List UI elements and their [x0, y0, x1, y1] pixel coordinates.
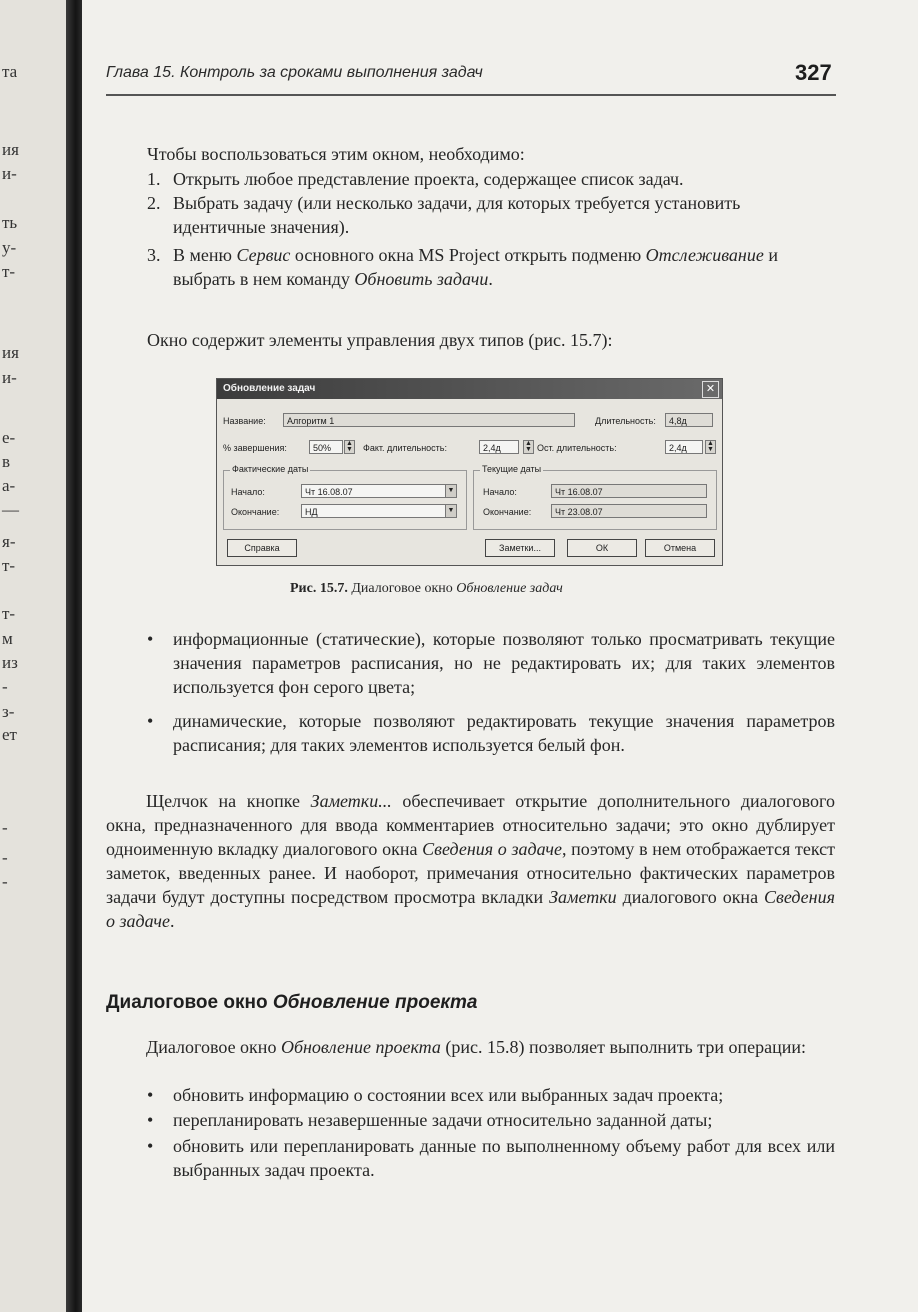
duration-field: 4,8д	[665, 413, 713, 427]
percent-complete-input[interactable]: 50%	[309, 440, 343, 454]
name-label: Название:	[223, 416, 266, 426]
section-heading: Диалоговое окно Обновление проекта	[106, 992, 478, 1013]
step-number: 3.	[147, 245, 161, 265]
running-title: Глава 15. Контроль за сроками выполнения задач	[106, 64, 483, 81]
chevron-down-icon[interactable]: ▼	[445, 504, 457, 518]
edge-fragment: з-	[2, 702, 15, 721]
step-item	[147, 243, 832, 291]
dialog-title-bar	[217, 379, 722, 399]
edge-fragment: ия	[2, 140, 19, 159]
step-text: Открыть любое представление проекта, содержащее список задач.	[173, 169, 684, 189]
actual-dates-label: Фактические даты	[232, 464, 309, 474]
edge-fragment: ия	[2, 343, 19, 362]
edge-fragment: и-	[2, 164, 17, 183]
edge-fragment: -	[2, 872, 8, 891]
book-spine-shadow	[66, 0, 82, 1312]
edge-fragment: -	[2, 818, 8, 837]
percent-complete-label: % завершения:	[223, 443, 287, 453]
bullet-icon: •	[147, 629, 154, 649]
actual-duration-input[interactable]: 2,4д	[479, 440, 519, 454]
page-number: 327	[795, 60, 832, 85]
current-dates-label: Текущие даты	[482, 464, 542, 474]
edge-fragment: та	[2, 62, 18, 81]
edge-fragment: -	[2, 677, 8, 696]
current-dates-group	[473, 464, 717, 530]
remaining-duration-input[interactable]: 2,4д	[665, 440, 703, 454]
current-start-label: Начало:	[483, 487, 517, 497]
current-finish-field: Чт 23.08.07	[551, 504, 707, 518]
edge-fragment: —	[2, 500, 19, 519]
remaining-duration-spinner[interactable]: ▲ ▼	[705, 440, 716, 454]
current-start-field: Чт 16.08.07	[551, 484, 707, 498]
notes-button[interactable]: Заметки...	[485, 539, 555, 557]
edge-fragment: в	[2, 452, 11, 471]
header-rule	[106, 94, 836, 96]
help-button[interactable]: Справка	[227, 539, 297, 557]
section-paragraph: Диалоговое окно Обновление проекта (рис. 15.8) позволяет выполнить три операции:	[146, 1037, 806, 1057]
list-item	[147, 709, 835, 757]
edge-fragment: у-	[2, 238, 17, 257]
actual-duration-spinner[interactable]: ▲ ▼	[523, 440, 534, 454]
list-item	[147, 1083, 835, 1107]
bullet-text: динамические, которые позволяют редактировать текущие значения параметров расписания; для таких элементов используется белый фон.	[173, 711, 835, 755]
actual-start-label: Начало:	[231, 487, 265, 497]
intro-text: Чтобы воспользоваться этим окном, необходимо:	[147, 144, 525, 164]
name-field: Алгоритм 1	[283, 413, 575, 427]
actual-finish-label: Окончание:	[231, 507, 280, 517]
edge-fragment: ет	[2, 725, 17, 744]
dialog-title: Обновление задач	[223, 383, 316, 394]
notes-paragraph: Щелчок на кнопке Заметки... обеспечивает открытие дополнительного диалогового окна, предназначенного для ввода комментариев относительно задачи; это окно дублирует одноименную вкладку диалогового окна Сведения о задаче, поэтому в нем отображается текст заметок, введенных ранее. И наоборот, примечания относительно фактических параметров задачи будут доступны посредством просмотра вкладки Заметки диалогового окна Сведения о задаче.	[106, 791, 835, 931]
list-item	[147, 1134, 835, 1182]
bullet-text: обновить информацию о состоянии всех или выбранных задач проекта;	[173, 1085, 724, 1105]
figure-caption: Рис. 15.7. Диалоговое окно Обновление задач	[290, 581, 563, 596]
edge-fragment: -	[2, 848, 8, 867]
edge-fragment: я-	[2, 532, 16, 551]
step-text: Выбрать задачу (или несколько задачи, для которых требуется установить идентичные значения).	[173, 193, 741, 237]
edge-fragment: т-	[2, 262, 16, 281]
current-finish-label: Окончание:	[483, 507, 532, 517]
close-icon[interactable]: ✕	[702, 381, 719, 398]
actual-finish-input[interactable]: НД	[301, 504, 457, 518]
list-item	[147, 1108, 835, 1132]
step-item	[147, 191, 832, 239]
actual-dates-group	[223, 464, 467, 530]
edge-fragment: из	[2, 653, 18, 672]
percent-complete-spinner[interactable]: ▲ ▼	[344, 440, 355, 454]
remaining-duration-label: Ост. длительность:	[537, 443, 617, 453]
duration-label: Длительность:	[595, 416, 656, 426]
step-text: В меню Сервис основного окна MS Project открыть подменю Отслеживание и выбрать в нем команду Обновить задачи.	[173, 245, 778, 289]
actual-start-input[interactable]: Чт 16.08.07	[301, 484, 457, 498]
bullet-text: информационные (статические), которые позволяют только просматривать текущие значения параметров расписания, но не редактировать их; для таких элементов используется фон серого цвета;	[173, 629, 835, 697]
edge-fragment: ть	[2, 213, 18, 232]
edge-fragment: т-	[2, 556, 16, 575]
edge-fragment: т-	[2, 604, 16, 623]
chevron-down-icon[interactable]: ▼	[445, 484, 457, 498]
controls-intro: Окно содержит элементы управления двух типов (рис. 15.7):	[147, 330, 613, 350]
edge-fragment: а-	[2, 476, 16, 495]
edge-fragment: и-	[2, 368, 17, 387]
list-item	[147, 627, 835, 699]
bullet-icon: •	[147, 711, 154, 731]
bullet-icon: •	[147, 1136, 154, 1156]
step-number: 1.	[147, 169, 161, 189]
update-tasks-dialog	[216, 378, 723, 566]
bullet-text: обновить или перепланировать данные по выполненному объему работ для всех или выбранных задач проекта.	[173, 1136, 835, 1180]
actual-duration-label: Факт. длительность:	[363, 443, 447, 453]
ok-button[interactable]: ОК	[567, 539, 637, 557]
bullet-icon: •	[147, 1110, 154, 1130]
edge-fragment: е-	[2, 428, 16, 447]
step-number: 2.	[147, 193, 161, 213]
cancel-button[interactable]: Отмена	[645, 539, 715, 557]
step-item	[147, 167, 832, 191]
edge-fragment: м	[2, 629, 13, 648]
bullet-icon: •	[147, 1085, 154, 1105]
bullet-text: перепланировать незавершенные задачи относительно заданной даты;	[173, 1110, 713, 1130]
